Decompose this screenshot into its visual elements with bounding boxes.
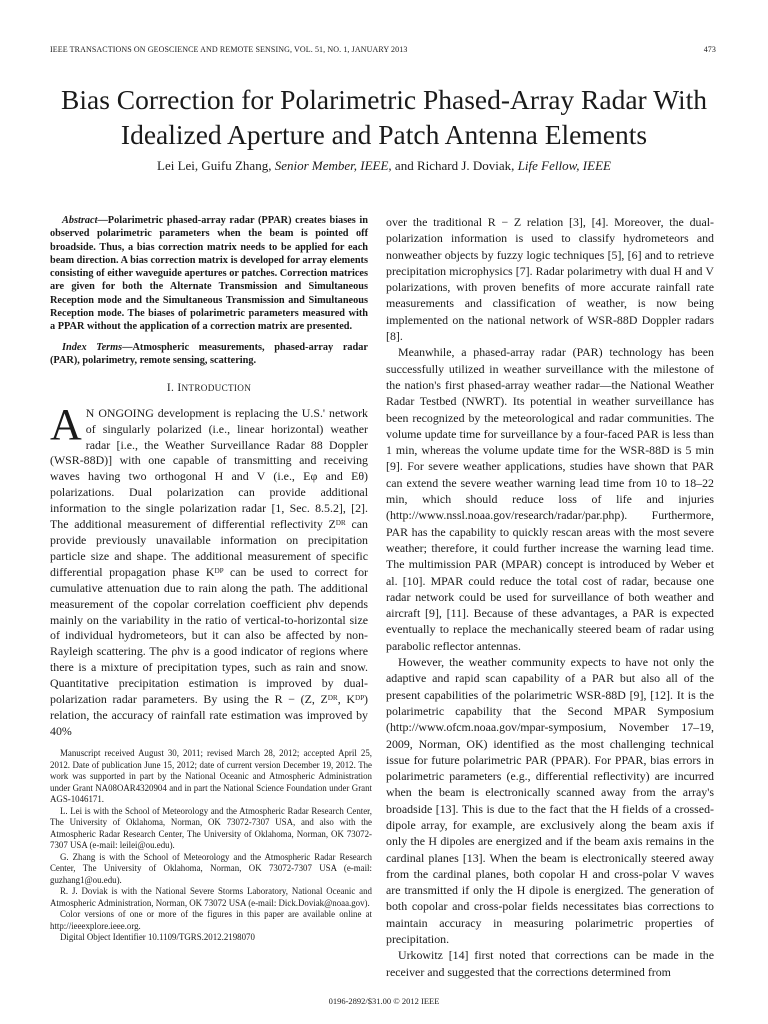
- intro-smallcaps: N ONGOING: [85, 405, 154, 420]
- section-rest: NTRODUCTION: [181, 383, 252, 394]
- index-terms-lead: Index Terms: [62, 341, 123, 353]
- abstract-text: —Polarimetric phased-array radar (PPAR) creates biases in observed polarimetric parameters when the beam is pointed off broadside. Thus, a bias correction matrix needs to be applied for each beam direction. A bias correction matrix is developed for array elements consisting of either waveguide apertures or patches. Correction matrices are given for both the Alternate Transmission and Simultaneous Reception mode and the Simultaneous Transmission and Simultaneous Reception mode. The biases of polarimetric parameters measured with a PPAR without the application of a correction matrix are presented.: [50, 215, 368, 333]
- footnote: Digital Object Identifier 10.1109/TGRS.2012.2198070: [60, 932, 255, 942]
- body-paragraph: Meanwhile, a phased-array radar (PAR) technology has been successfully utilized in weather surveillance with the milestone of the nation's first phased-array weather radar—the National Weather Radar Testbed (NWRT). Its potential in weather surveillance has been recognized by the meteorological and radar communities. The volume update time for surveillance by a four-faced PAR is less than 1 min, whereas the volume update time for the WSR-88D is 5 min [9]. For severe weather applications, studies have shown that PAR can extend the severe weather warning lead time from 10 to 18–22 min, which should reduce loss of life and injuries (http://www.nssl.noaa.gov/research/radar/par.php). Furthermore, PAR has the capability to quickly rescan areas with the most severe weather; therefore, it could further increase the warning lead time. The multimission PAR (MPAR) concept is introduced by Weber et al. [10]. MPAR could reduce the total cost of radar, because one radar network could be used for surveillance of both weather and aircraft [9], [11]. Because of these advantages, a PAR is expected eventually to replace the mechanically steered beam of radar using parabolic reflector antennas.: [386, 345, 714, 653]
- body-paragraph: Urkowitz [14] first noted that corrections can be made in the receiver and suggested that the corrections determined from: [386, 948, 714, 979]
- section-numeral: I.: [166, 382, 175, 395]
- journal-name: IEEE TRANSACTIONS ON GEOSCIENCE AND REMOTE SENSING, VOL. 51, NO. 1, JANUARY 2013: [50, 45, 408, 54]
- abstract-lead: Abstract: [62, 215, 98, 226]
- author-names-1: Lei Lei, Guifu Zhang,: [157, 158, 272, 173]
- author-role-2: Life Fellow, IEEE: [517, 158, 611, 173]
- right-column: [386, 214, 714, 980]
- drop-cap: A: [50, 399, 82, 449]
- footnotes: [50, 748, 372, 944]
- footnote: Manuscript received August 30, 2011; revised March 28, 2012; accepted April 25, 2012. Date of publication June 15, 2012; date of current version December 19, 2012. The work was supported in part by the National Oceanic and Atmospheric Administration under Grant NA08OAR4320904 and in part the National Science Foundation under Grant AGS-1046171.: [50, 748, 372, 804]
- section-first-letter: I: [177, 382, 182, 395]
- body-paragraph: However, the weather community expects to have not only the adaptive and rapid scan capability of a PAR but also all of the present capabilities of the polarimetric WSR-88D [9], [12]. It is the polarimetric capability that the Second MPAR Symposium (http://www.ofcm.noaa.gov/mpar-symposium, November 17–19, 2009, Norman, OK) identified as the most challenging technical issue for future polarimetric PAR (PPAR). For PPAR, bias errors in polarimetric parameters (e.g., differential reflectivity) are incurred when the beam is electronically scanned away from the array's broadside [13]. This is due to the fact that the H fields of a crossed-dipole array, for example, are exclusively along the beam axis if only the H dipoles are energized and if the beam axis remains in the cardinal planes [13]. When the beam is electronically steered away from the cardinal planes, both copolar H and cross-polar V waves are transmitted if only the H dipole is energized. The generation of both copolar and cross-polar fields necessitates bias corrections to maintain accuracy in measuring polarimetric properties of precipitation.: [386, 655, 714, 947]
- page-number: 473: [703, 45, 716, 54]
- author-names-2: and Richard J. Doviak,: [394, 158, 515, 173]
- paper-title: Bias Correction for Polarimetric Phased-Array Radar With Idealized Aperture and Patch Antenna Elements: [61, 84, 707, 150]
- intro-text: development is replacing the U.S.' network of singularly polarized (i.e., linear horizontal) weather radar [i.e., the Weather Surveillance Radar 88 Doppler (WSR-88D)] with one capable of transmitting and receiving waves having two orthogonal H and V (i.e., Eφ and Eθ) polarizations. Dual polarization can provide additional information to the single polarization radar [1, Sec. 8.5.2], [2]. The additional measurement of differential reflectivity Zᴰᴿ can provide previously unavailable information on precipitation particle size and shape. The additional measurement of specific differential propagation phase Kᴰᴾ can be used to correct for cumulative attenuation due to rain along the path. The additional measurement of the copolar correlation coefficient ρhv depends mainly on the variability in the ratio of vertical-to-horizontal size of individual hydrometeors, but it can also be affected by non-Rayleigh scattering. The ρhv is a good indicator of regions where there is a mixture of precipitation types, such as rain and snow. Quantitative precipitation estimation is improved by dual-polarization radar parameters. By using the R − (Z, Zᴰᴿ, Kᴰᴾ) relation, the accuracy of rainfall rate estimation was improved by 40%: [50, 405, 368, 738]
- index-terms-text: —Atmospheric measurements, phased-array radar (PAR), polarimetry, remote sensing, scattering.: [50, 341, 368, 366]
- copyright-footer: 0196-2892/$31.00 © 2012 IEEE: [328, 996, 440, 1006]
- abstract: [50, 214, 368, 334]
- author-line: [40, 158, 728, 174]
- index-terms: [50, 341, 368, 368]
- body-paragraph: over the traditional R − Z relation [3], [4]. Moreover, the dual-polarization information is used to classify hydrometeors and nonweather objects by fuzzy logic techniques [5], [6] and to retrieve precipitation microphysics [7]. Radar polarimetry with dual H and V polarizations, with proven benefits of more accurate rainfall rate measurements and classification of weather, is now being implemented on the national network of WSR-88D Doppler radars [8].: [386, 215, 714, 344]
- footnote: G. Zhang is with the School of Meteorology and the Atmospheric Radar Research Center, The University of Oklahoma, Norman, OK 73072-7307 USA (e-mail: guzhang1@ou.edu).: [50, 851, 372, 885]
- intro-paragraph: [50, 399, 368, 740]
- footnote: R. J. Doviak is with the National Severe Storms Laboratory, National Oceanic and Atmospheric Administration, Norman, OK 73072 USA (e-mail: Dick.Doviak@noaa.gov).: [50, 886, 372, 908]
- footnote: L. Lei is with the School of Meteorology and the Atmospheric Radar Research Center, The University of Oklahoma, Norman, OK 73072-7307 USA, and also with the Atmospheric Radar Research Center, The University of Oklahoma, Norman, OK 73072-7307 USA (e-mail: leilei@ou.edu).: [50, 805, 372, 850]
- author-role-1: Senior Member, IEEE,: [274, 158, 392, 173]
- footnote: Color versions of one or more of the figures in this paper are available online at http://ieeexplore.ieee.org.: [50, 909, 372, 931]
- running-header: [50, 45, 716, 54]
- left-column: [50, 214, 368, 740]
- section-heading: [50, 381, 368, 397]
